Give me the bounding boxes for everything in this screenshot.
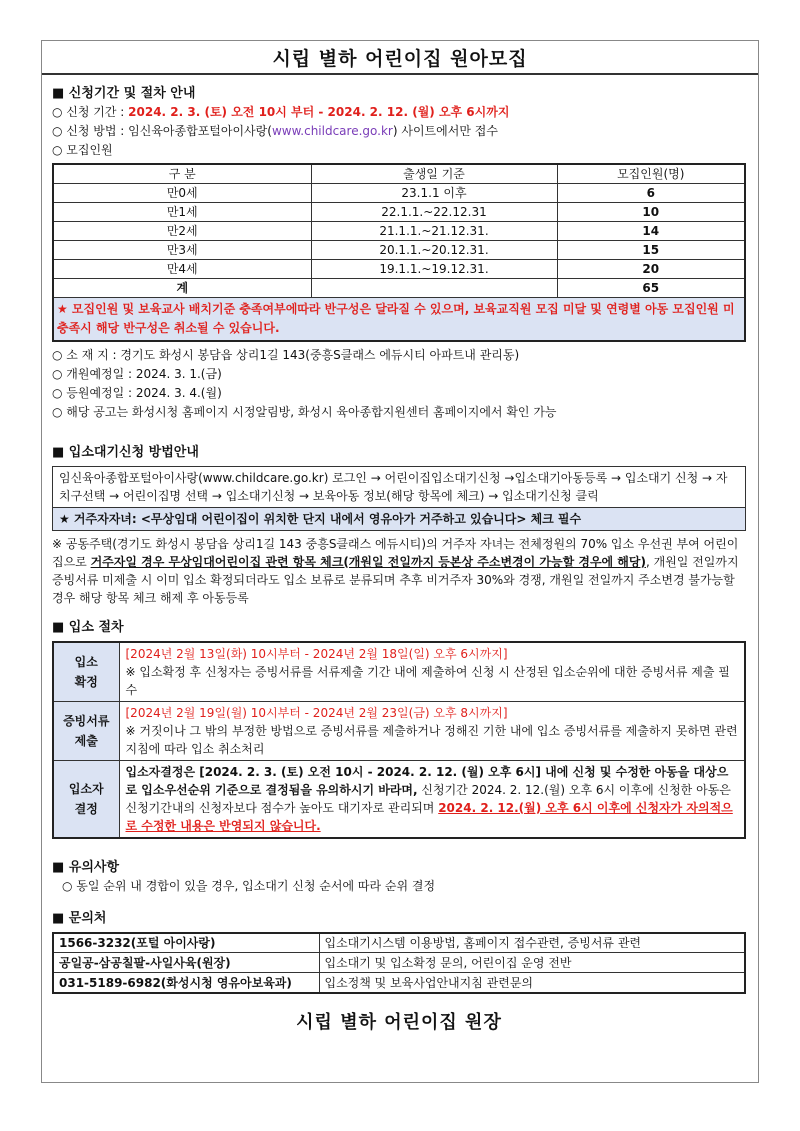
procedure-text: ※ 입소확정 후 신청자는 증빙서류를 서류제출 기간 내에 제출하여 신청 시 산정된 입소순위에 대한 증빙서류 제출 필수 [125, 664, 730, 697]
label-text: 입소 확정 [74, 654, 98, 689]
table-row [53, 183, 745, 202]
contact-topic: 입소대기시스템 이용방법, 홈페이지 접수관련, 증빙서류 관련 [319, 933, 745, 953]
birth-cell: 23.1.1 이후 [311, 183, 557, 202]
table-row [53, 202, 745, 221]
age-cell: 만2세 [53, 221, 311, 240]
procedure-content [119, 642, 745, 702]
label-text: 입소자 결정 [68, 781, 104, 816]
recruit-header-row [53, 164, 745, 183]
total-value: 65 [557, 278, 745, 297]
capacity-cell: 10 [557, 202, 745, 221]
contact-table [52, 932, 746, 994]
waitlist-steps: 임신육아종합포털아이사랑(www.childcare.go.kr) 로그인 → 어린이집입소대기신청 →입소대기아동등록 → 입소대기 신청 → 자치구선택 → 어린이집명 선택 → 입소대기신청 → 보육아동 정보(해당 항목에 체크) → 입소대기신청 클릭 [59, 470, 728, 503]
note-part-a: ※ 공동주택(경기도 화성시 봉담읍 상리1길 143 중흥S클래스 에듀시티)의 거주자 자녀는 전체정원의 70% 입소 우선권 부여 어린이집으로 [52, 536, 739, 569]
info-list [52, 346, 746, 422]
table-row [53, 259, 745, 278]
recruit-table [52, 163, 746, 342]
section-procedure-head: ■ 입소 절차 [52, 619, 124, 635]
procedure-label [53, 701, 119, 760]
col-category: 구 분 [53, 164, 311, 183]
section-application-head: ■ 신청기간 및 절차 안내 [52, 86, 196, 101]
contact-phone: 1566-3232(포털 아이사랑) [53, 933, 319, 953]
period-label: ○ 신청 기간 : [52, 105, 125, 119]
capacity-cell: 14 [557, 221, 745, 240]
col-birthdate: 출생일 기준 [311, 164, 557, 183]
age-cell: 만3세 [53, 240, 311, 259]
section-waitlist-head: ■ 입소대기신청 방법안내 [52, 444, 199, 460]
table-row [53, 933, 745, 953]
birth-cell: 19.1.1.~19.12.31. [311, 259, 557, 278]
resident-priority-note [52, 535, 746, 607]
birth-cell: 21.1.1.~21.12.31. [311, 221, 557, 240]
info-opening-date: ○ 개원예정일 : 2024. 3. 1.(금) [52, 366, 222, 381]
age-cell: 만1세 [53, 202, 311, 221]
contact-topic: 입소정책 및 보육사업안내지침 관련문의 [319, 973, 745, 993]
recruit-label: ○ 모집인원 [52, 143, 113, 157]
waitlist-box [52, 466, 746, 531]
method-tail: ) 사이트에서만 접수 [392, 124, 498, 138]
age-cell: 만4세 [53, 259, 311, 278]
notice-page [41, 40, 759, 1083]
info-address: ○ 소 재 지 : 경기도 화성시 봉담읍 상리1길 143(중흥S클래스 에듀시티 아파트내 관리동) [52, 347, 520, 362]
contact-topic: 입소대기 및 입소확정 문의, 어린이집 운영 전반 [319, 953, 745, 973]
procedure-row [53, 701, 745, 760]
procedure-label [53, 642, 119, 702]
procedure-row [53, 760, 745, 838]
resident-note: ★ 거주자자녀: <무상임대 어린이집이 위치한 단지 내에서 영유아가 거주하고 있습니다> 체크 필수 [53, 507, 745, 530]
procedure-label [53, 760, 119, 838]
application-method [52, 122, 746, 141]
procedure-content [119, 701, 745, 760]
note-part-c: , 개원일 전일까지 증빙서류 미제출 시 이미 입소 확정되더라도 입소 보류로 분류되며 추후 비거주자 30%와 경쟁, 개원일 전일까지 주소변경 불가능할 경우 해당 항목 체크 해제 후 아동등록 [52, 554, 739, 605]
table-row [53, 973, 745, 993]
total-row [53, 278, 745, 297]
note-part-b: 거주자일 경우 무상임대어린이집 관련 항목 체크(개원일 전일까지 등본상 주소변경이 가능할 경우에 해당) [90, 554, 646, 569]
caution-line: ○ 동일 순위 내 경합이 있을 경우, 입소대기 신청 순서에 따라 순위 결정 [62, 878, 436, 893]
info-notice-location: ○ 해당 공고는 화성시청 홈페이지 시정알림방, 화성시 육아종합지원센터 홈페이지에서 확인 가능 [52, 404, 557, 419]
procedure-content [119, 760, 745, 838]
procedure-text: ※ 거짓이나 그 밖의 부정한 방법으로 증빙서류를 제출하거나 정해진 기한 내에 입소 증빙서류를 제출하지 못하면 관련 지침에 따라 입소 취소처리 [125, 723, 738, 756]
col-capacity: 모집인원(명) [557, 164, 745, 183]
procedure-table [52, 641, 746, 839]
decision-bold: 입소자결정은 [2024. 2. 3. (토) 오전 10시 - 2024. 2. 12. (월) 오후 6시] 내에 신청 및 수정한 아동을 대상으로 입소우선순위 기준으로 결정됨을 유의하시기 바라며, [125, 764, 729, 797]
procedure-period: [2024년 2월 19일(월) 10시부터 - 2024년 2월 23일(금) 오후 8시까지] [125, 705, 508, 720]
application-period [52, 103, 746, 122]
capacity-cell: 20 [557, 259, 745, 278]
recruit-note-row [53, 297, 745, 341]
capacity-cell: 15 [557, 240, 745, 259]
info-attendance-date: ○ 등원예정일 : 2024. 3. 4.(월) [52, 385, 222, 400]
contact-phone: 031-5189-6982(화성시청 영유아보육과) [53, 973, 319, 993]
period-value: 2024. 2. 3. (토) 오전 10시 부터 - 2024. 2. 12. (월) 오후 6시까지 [128, 105, 510, 119]
signature: 시립 별하 어린이집 원장 [296, 1011, 502, 1033]
capacity-cell: 6 [557, 183, 745, 202]
procedure-row [53, 642, 745, 702]
birth-cell: 20.1.1.~20.12.31. [311, 240, 557, 259]
decision-plain: 신청기간 2024. 2. 12.(월) 오후 6시 이후에 신청한 아동은 신청기간내의 신청자보다 점수가 높아도 대기자로 관리되며 [125, 782, 731, 815]
childcare-link[interactable]: www.childcare.go.kr [271, 124, 393, 138]
contact-phone: 공일공-삼공칠팔-사일사육(원장) [53, 953, 319, 973]
decision-warning: 2024. 2. 12.(월) 오후 6시 이후에 신청자가 자의적으로 수정한 내용은 반영되지 않습니다. [125, 800, 733, 833]
label-text: 증빙서류 제출 [63, 713, 110, 748]
procedure-period: [2024년 2월 13일(화) 10시부터 - 2024년 2월 18일(일) 오후 6시까지] [125, 646, 508, 661]
table-row [53, 240, 745, 259]
birth-cell: 22.1.1.~22.12.31 [311, 202, 557, 221]
recruit-note: ★ 모집인원 및 보육교사 배치기준 충족여부에따라 반구성은 달라질 수 있으며, 보육교직원 모집 미달 및 연령별 아동 모집인원 미충족시 해당 반구성은 취소될 수 있습니다. [53, 297, 745, 341]
page-title: 시립 별하 어린이집 원아모집 [42, 41, 758, 75]
table-row [53, 953, 745, 973]
method-label: ○ 신청 방법 : 임신육아종합포털아이사랑( [52, 124, 272, 138]
table-row [53, 221, 745, 240]
section-contact-head: ■ 문의처 [52, 910, 107, 926]
total-label: 계 [53, 278, 311, 297]
age-cell: 만0세 [53, 183, 311, 202]
section-caution-head: ■ 유의사항 [52, 859, 120, 875]
total-empty [311, 278, 557, 297]
